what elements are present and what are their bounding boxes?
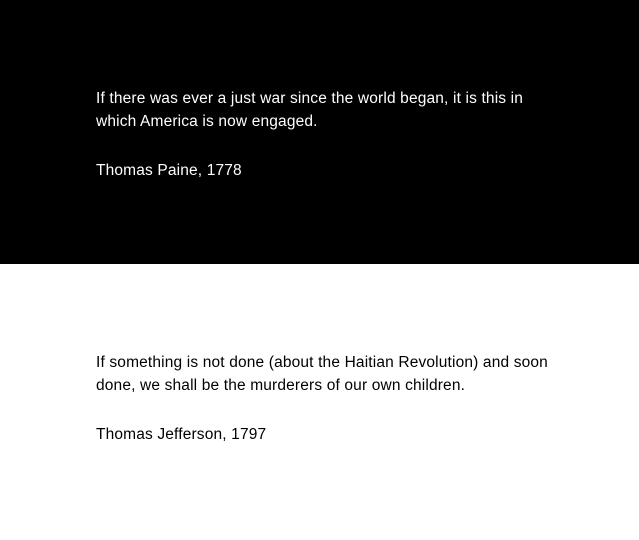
quote-attribution: Thomas Paine, 1778 bbox=[96, 161, 242, 179]
quote-text: If something is not done (about the Haitian Revolution) and soon done, we shall be the murderers of our own children. bbox=[96, 354, 548, 394]
quote-block bbox=[96, 88, 566, 183]
quote-attribution: Thomas Jefferson, 1797 bbox=[96, 425, 267, 443]
quote-block bbox=[96, 352, 566, 447]
quote-slide-jefferson bbox=[0, 264, 639, 540]
quote-slide-paine bbox=[0, 0, 639, 264]
quote-text: If there was ever a just war since the world began, it is this in which America is now engaged. bbox=[96, 90, 524, 130]
